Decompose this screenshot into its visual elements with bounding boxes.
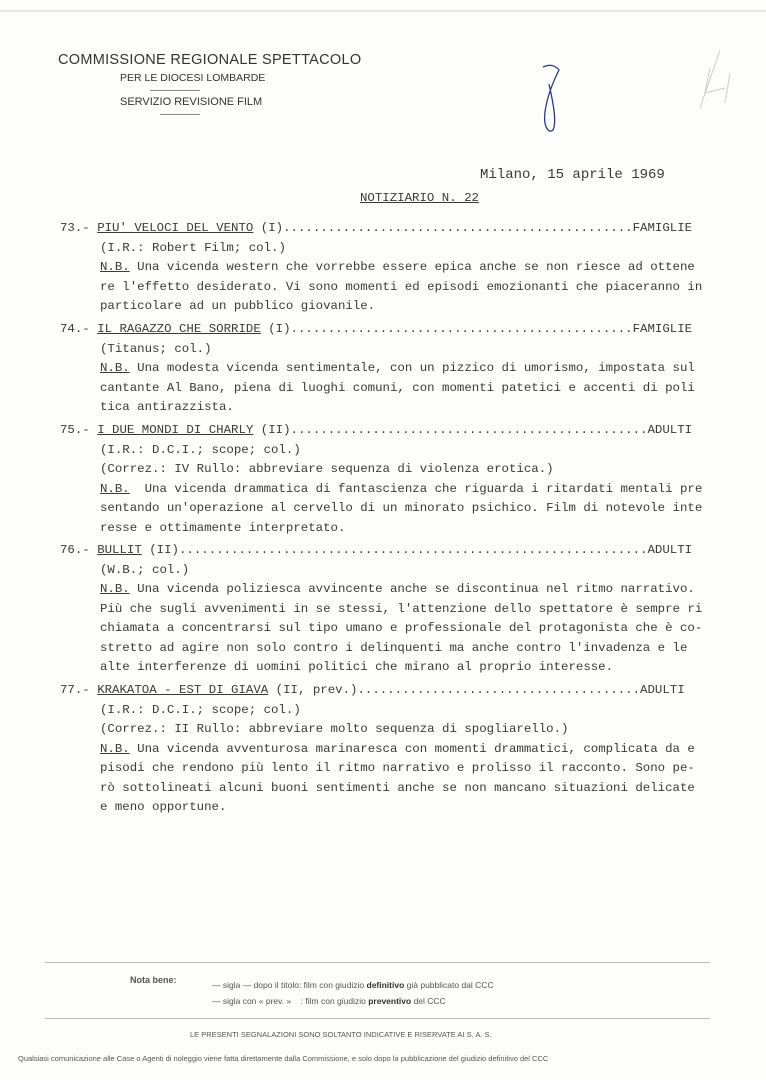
- distributor-info: (Titanus; col.): [100, 341, 212, 356]
- rating: FAMIGLIE: [632, 221, 693, 235]
- rating: ADULTI: [640, 683, 685, 697]
- nota-line-2: [212, 996, 446, 1006]
- nb-text: e meno opportune.: [100, 800, 227, 814]
- footer-divider: [45, 962, 710, 963]
- leader-dots: ..............................................: [290, 322, 633, 336]
- nb-text: Una modesta vicenda sentimentale, con un pizzico di umorismo, impostata sul: [129, 361, 695, 375]
- nota-bold: preventivo: [368, 996, 412, 1006]
- entry-number: 77.-: [60, 683, 90, 697]
- nb-text: alte interferenze di uomini politici che mirano al proprio interesse.: [100, 660, 614, 674]
- handwritten-mark: [535, 62, 565, 137]
- classification: (I): [253, 221, 284, 235]
- footer-divider: [45, 1018, 710, 1019]
- nota-line-1: [212, 980, 494, 990]
- nb-label: N.B.: [100, 260, 130, 274]
- scan-edge: [0, 10, 766, 12]
- distributor-info: (I.R.: D.C.I.; scope; col.): [100, 442, 301, 457]
- entry-number: 73.-: [60, 221, 90, 235]
- film-title: I DUE MONDI DI CHARLY: [97, 423, 254, 437]
- nb-text: pisodi che rendono più lento il ritmo narrativo e prolisso il racconto. Sono pe-: [100, 761, 695, 775]
- distributor-info: (I.R.: Robert Film; col.): [100, 240, 286, 255]
- divider: [160, 114, 200, 115]
- nb-label: N.B.: [100, 741, 130, 756]
- film-entry: [60, 219, 750, 317]
- footer-notice: LE PRESENTI SEGNALAZIONI SONO SOLTANTO INDICATIVE E RISERVATE AI S. A. S.: [190, 1030, 492, 1039]
- nb-text: Una vicenda drammatica di fantascienza che riguarda i ritardati mentali pre: [129, 481, 703, 496]
- distributor-info: (I.R.: D.C.I.; scope; col.): [100, 702, 301, 717]
- nb-text: re l'effetto desiderato. Vi sono momenti ed episodi emozionanti che piaceranno in: [100, 279, 703, 294]
- film-entry: [60, 541, 750, 678]
- film-entry: [60, 681, 750, 818]
- rating: ADULTI: [647, 423, 693, 437]
- nb-text: chiamata a concentrarsi sul tipo umano e professionale del protagonista che è co-: [100, 621, 703, 635]
- handwritten-mark-faint: [680, 48, 740, 118]
- leader-dots: ...............................................................: [179, 543, 648, 557]
- org-subtitle: PER LE DIOCESI LOMBARDE: [120, 72, 266, 84]
- correction-note: (Correz.: II Rullo: abbreviare molto sequenza di spogliarello.): [100, 722, 569, 736]
- leader-dots: ...............................................: [283, 221, 633, 235]
- classification: (II): [253, 423, 291, 437]
- nb-text: stretto ad agire non solo contro i delinquenti ma anche contro l'invadenza e le: [100, 640, 688, 655]
- nota-bold: definitivo: [366, 980, 405, 990]
- film-title: IL RAGAZZO CHE SORRIDE: [97, 322, 261, 336]
- nb-text: tica antirazzista.: [100, 400, 234, 414]
- nb-text: cantante Al Bano, piena di luoghi comuni, con momenti patetici e accenti di poli: [100, 380, 695, 395]
- nota-text: — sigla con « prev. » : film con giudizio: [212, 996, 369, 1006]
- film-entry: [60, 421, 750, 538]
- film-title: PIU' VELOCI DEL VENTO: [97, 221, 254, 235]
- nb-text: Una vicenda avventurosa marinaresca con momenti drammatici, complicata da e: [129, 741, 695, 756]
- bulletin-number: NOTIZIARIO N. 22: [360, 191, 479, 205]
- nb-text: rò sottolineati alcuni buoni sentimenti anche se non mancano situazioni delicate: [100, 780, 695, 795]
- document-date: Milano, 15 aprile 1969: [480, 167, 665, 183]
- nota-text: già pubblicato dal CCC: [404, 980, 494, 990]
- nb-label: N.B.: [100, 481, 130, 496]
- nota-bene-label: Nota bene:: [130, 975, 177, 985]
- nb-label: N.B.: [100, 361, 130, 375]
- distributor-info: (W.B.; col.): [100, 562, 190, 577]
- divider: [150, 90, 200, 91]
- film-entry: [60, 320, 750, 418]
- nota-text: — sigla — dopo il titolo: film con giudizio: [212, 980, 367, 990]
- classification: (I): [260, 322, 291, 336]
- rating: ADULTI: [647, 543, 693, 557]
- classification: (II): [141, 543, 179, 557]
- nb-text: resse e ottimamente interpretato.: [100, 520, 346, 535]
- service-name: SERVIZIO REVISIONE FILM: [120, 96, 263, 108]
- nota-text: del CCC: [411, 996, 446, 1006]
- classification: (II, prev.): [268, 683, 358, 697]
- nb-text: Una vicenda western che vorrebbe essere epica anche se non riesce ad ottene: [129, 260, 695, 274]
- entry-number: 76.-: [60, 543, 90, 557]
- org-name: COMMISSIONE REGIONALE SPETTACOLO: [58, 52, 362, 68]
- nb-label: N.B.: [100, 582, 130, 596]
- leader-dots: ................................................: [290, 423, 648, 437]
- footer-disclaimer: Qualsiasi comunicazione alle Case o Agenti di noleggio viene fatta direttamente dalla Commissione, e solo dopo la pubblicazione del giudizio definitivo del CCC: [18, 1054, 549, 1063]
- nb-text: Più che sugli avvenimenti in se stessi, l'attenzione dello spettatore è sempre ri: [100, 601, 703, 616]
- nb-text: Una vicenda poliziesca avvincente anche se discontinua nel ritmo narrativo.: [129, 582, 695, 596]
- film-title: KRAKATOA - EST DI GIAVA: [97, 683, 269, 697]
- entry-number: 74.-: [60, 322, 90, 336]
- correction-note: (Correz.: IV Rullo: abbreviare sequenza di violenza erotica.): [100, 462, 554, 476]
- rating: FAMIGLIE: [632, 322, 693, 336]
- film-title: BULLIT: [97, 543, 142, 557]
- leader-dots: ......................................: [357, 683, 641, 697]
- nb-text: particolare ad un pubblico giovanile.: [100, 299, 376, 313]
- nb-text: sentando un'operazione al cervello di un minorato psichico. Film di notevole inte: [100, 501, 703, 515]
- entry-number: 75.-: [60, 423, 90, 437]
